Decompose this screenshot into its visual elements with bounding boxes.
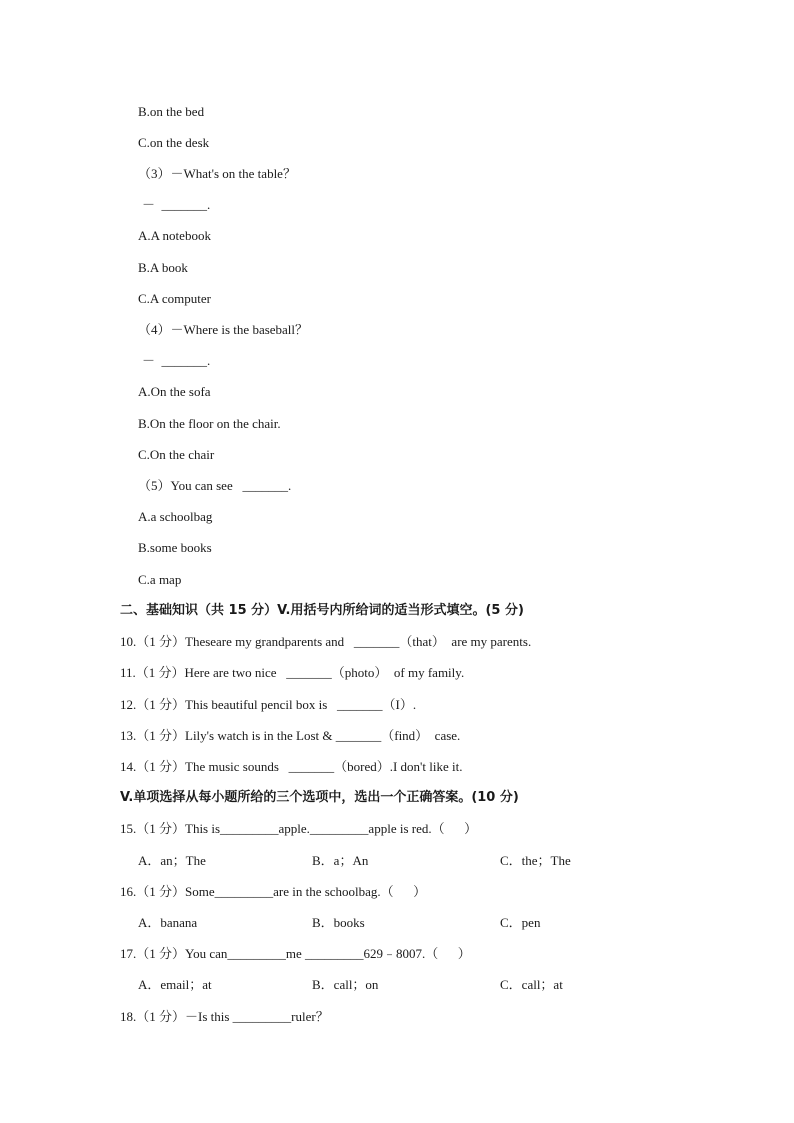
section-heading: V.单项选择从每小题所给的三个选项中，选出一个正确答案。(10 分) [120,790,519,805]
option-text: B.A book [138,260,188,275]
question-item: 13.（1 分）Lily's watch is in the Lost & _______（find） case. [120,728,461,743]
choice-b: B．books [312,915,365,930]
option-text: B.on the bed [138,104,205,119]
option-text: C.a map [138,572,182,587]
question-stem: 18.（1 分）－Is this _________ruler？ [120,1009,329,1024]
choice-c: C．the；The [500,853,571,868]
option-text: C.A computer [138,291,211,306]
question-item: 11.（1 分）Here are two nice _______（photo） of my family. [120,665,465,680]
option-text: C.On the chair [138,447,215,462]
question-stem: （5）You can see _______. [138,478,292,493]
option-text: B.On the floor on the chair. [138,416,281,431]
option-text: C.on the desk [138,135,210,150]
question-item: 12.（1 分）This beautiful pencil box is _______（I）. [120,697,417,712]
question-stem: 15.（1 分）This is_________apple._________apple is red.（ ） [120,821,478,836]
option-text: A.A notebook [138,228,211,243]
option-text: A.On the sofa [138,384,211,399]
answer-blank-line: － _______. [142,197,211,212]
choice-b: B．a；An [312,853,369,868]
option-text: A.a schoolbag [138,509,213,524]
question-item: 10.（1 分）Theseare my grandparents and _______（that） are my parents. [120,634,532,649]
question-stem: （4）－Where is the baseball？ [138,322,309,337]
choice-b: B．call；on [312,977,379,992]
question-stem: 17.（1 分）You can_________me _________629﹣8007.（ ） [120,946,471,961]
choice-a: A．banana [138,915,198,930]
choice-a: A．an；The [138,853,206,868]
question-stem: （3）－What's on the table？ [138,166,296,181]
question-item: 14.（1 分）The music sounds _______（bored）.I don't like it. [120,759,463,774]
choice-c: C．call；at [500,977,563,992]
question-stem: 16.（1 分）Some_________are in the schoolbag.（ ） [120,884,427,899]
section-heading: 二、基础知识（共 15 分）V.用括号内所给词的适当形式填空。(5 分) [120,603,524,618]
choice-a: A．email；at [138,977,212,992]
option-text: B.some books [138,540,212,555]
choice-c: C．pen [500,915,541,930]
answer-blank-line: － _______. [142,353,211,368]
